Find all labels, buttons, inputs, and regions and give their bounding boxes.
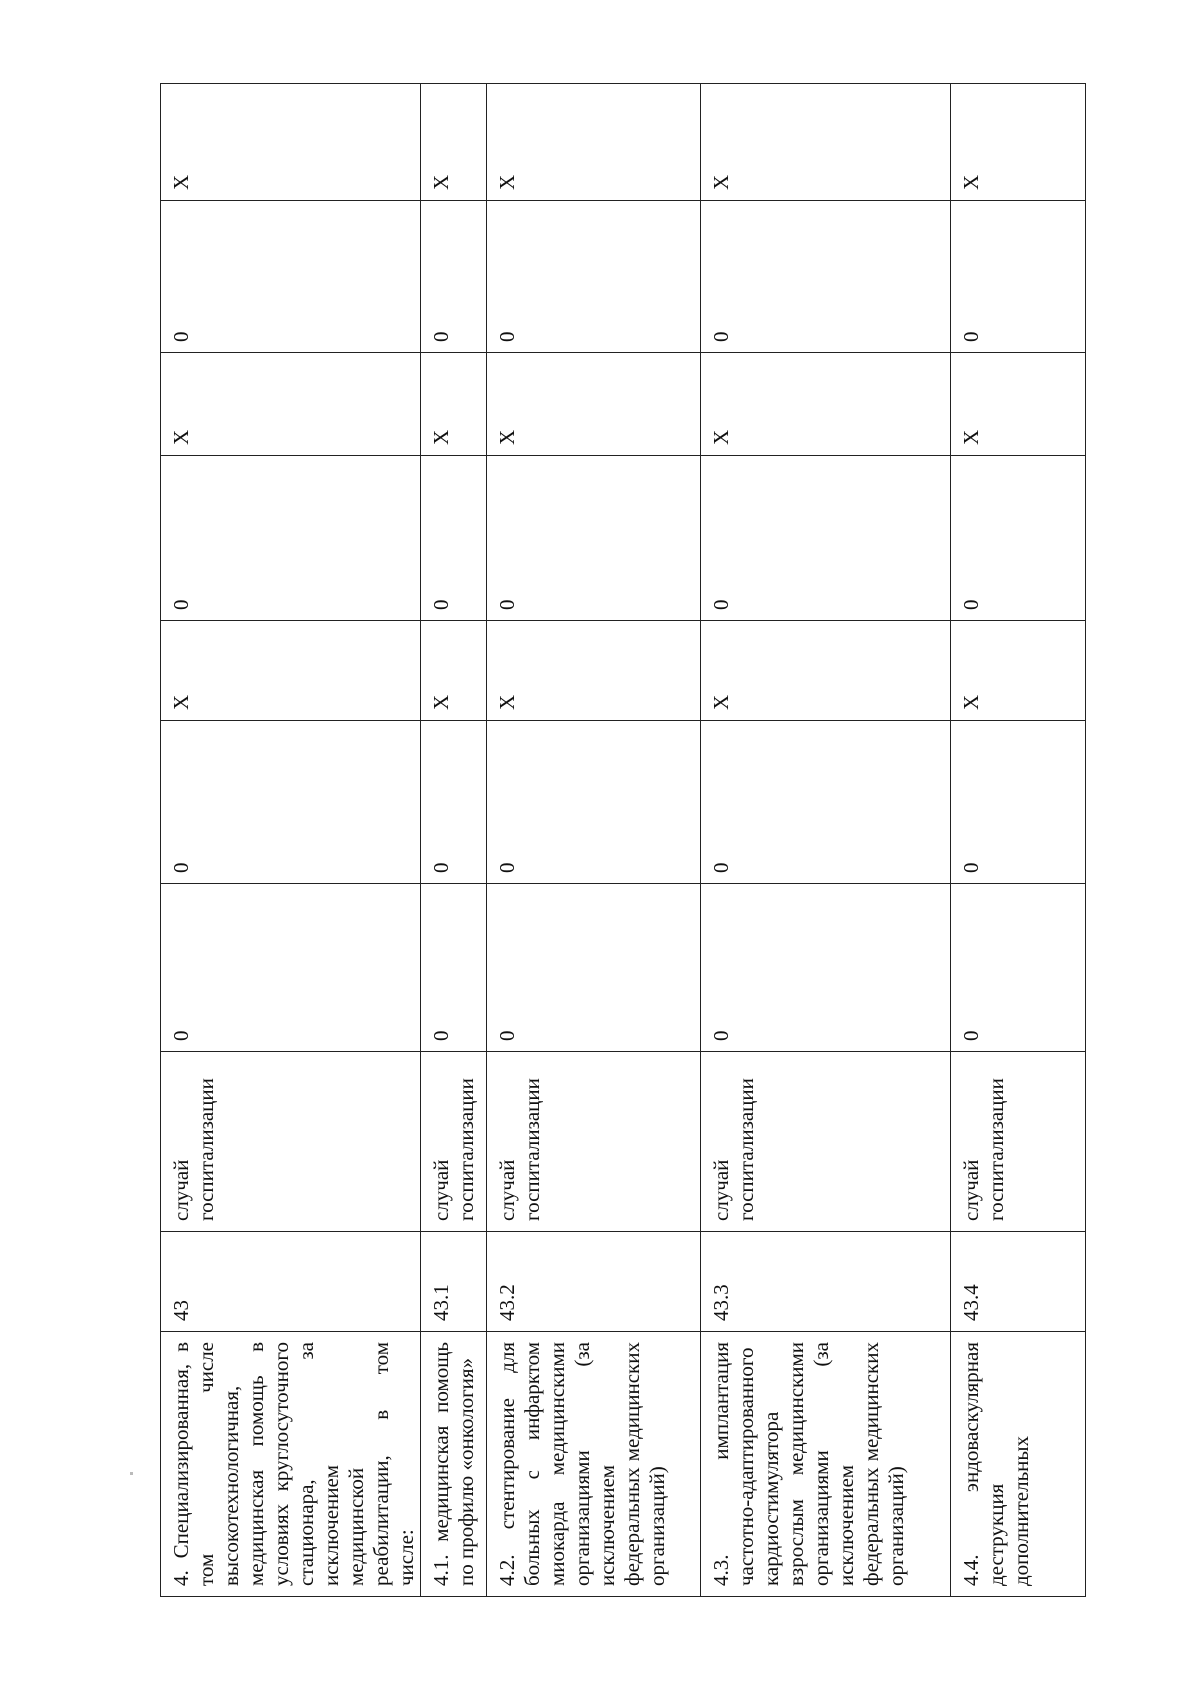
value-cell: Х	[161, 621, 421, 721]
value-cell: Х	[951, 621, 1086, 721]
value-cell: 0	[701, 456, 951, 621]
value-cell: Х	[421, 353, 487, 456]
value-cell: 0	[161, 201, 421, 353]
row-name-cell: 4. Специализированная, в том числе высокотехнологичная, медицинская помощь в условиях круглосуточного стационара, за исключением медицинской реабилитации, в том числе:	[161, 1332, 421, 1597]
value-cell: 0	[951, 721, 1086, 884]
row-unit-cell: случай госпитализации	[421, 1052, 487, 1232]
row-unit-cell: случай госпитализации	[951, 1052, 1086, 1232]
table-row	[951, 84, 1086, 1597]
row-unit-cell: случай госпитализации	[161, 1052, 421, 1232]
table-row	[487, 84, 701, 1597]
table-row	[161, 84, 421, 1597]
rotated-table-wrapper	[160, 84, 1085, 1597]
value-cell: Х	[951, 84, 1086, 201]
row-name-cell: 4.4. эндоваскулярная деструкция дополнительных	[951, 1332, 1086, 1597]
value-cell: Х	[161, 353, 421, 456]
row-unit-cell: случай госпитализации	[701, 1052, 951, 1232]
medical-care-table	[160, 83, 1086, 1597]
scan-speck	[130, 1472, 133, 1475]
row-code-cell: 43.2	[487, 1232, 701, 1332]
row-code-cell: 43.1	[421, 1232, 487, 1332]
value-cell: 0	[487, 201, 701, 353]
value-cell: Х	[161, 84, 421, 201]
row-code-cell: 43.3	[701, 1232, 951, 1332]
value-cell: 0	[701, 721, 951, 884]
value-cell: 0	[701, 884, 951, 1052]
value-cell: 0	[951, 456, 1086, 621]
row-name-cell: 4.3. имплантация частотно-адаптированного кардиостимулятора взрослым медицинскими организациями (за исключением федеральных медицинских организаций)	[701, 1332, 951, 1597]
row-code-cell: 43.4	[951, 1232, 1086, 1332]
value-cell: Х	[951, 353, 1086, 456]
value-cell: Х	[421, 84, 487, 201]
value-cell: Х	[487, 621, 701, 721]
value-cell: 0	[951, 884, 1086, 1052]
value-cell: 0	[487, 456, 701, 621]
row-name-cell: 4.2. стентирование для больных с инфарктом миокарда медицинскими организациями (за исключением федеральных медицинских организаций)	[487, 1332, 701, 1597]
row-code-cell: 43	[161, 1232, 421, 1332]
value-cell: Х	[701, 353, 951, 456]
value-cell: 0	[487, 884, 701, 1052]
table-row	[701, 84, 951, 1597]
value-cell: Х	[487, 84, 701, 201]
value-cell: Х	[701, 621, 951, 721]
value-cell: Х	[701, 84, 951, 201]
value-cell: 0	[161, 721, 421, 884]
value-cell: 0	[421, 721, 487, 884]
value-cell: Х	[421, 621, 487, 721]
value-cell: 0	[161, 884, 421, 1052]
row-unit-cell: случай госпитализации	[487, 1052, 701, 1232]
value-cell: 0	[421, 884, 487, 1052]
value-cell: 0	[161, 456, 421, 621]
value-cell: 0	[421, 456, 487, 621]
value-cell: 0	[487, 721, 701, 884]
value-cell: 0	[421, 201, 487, 353]
value-cell: 0	[701, 201, 951, 353]
value-cell: Х	[487, 353, 701, 456]
table-row	[421, 84, 487, 1597]
row-name-cell: 4.1. медицинская помощь по профилю «онкология»	[421, 1332, 487, 1597]
value-cell: 0	[951, 201, 1086, 353]
